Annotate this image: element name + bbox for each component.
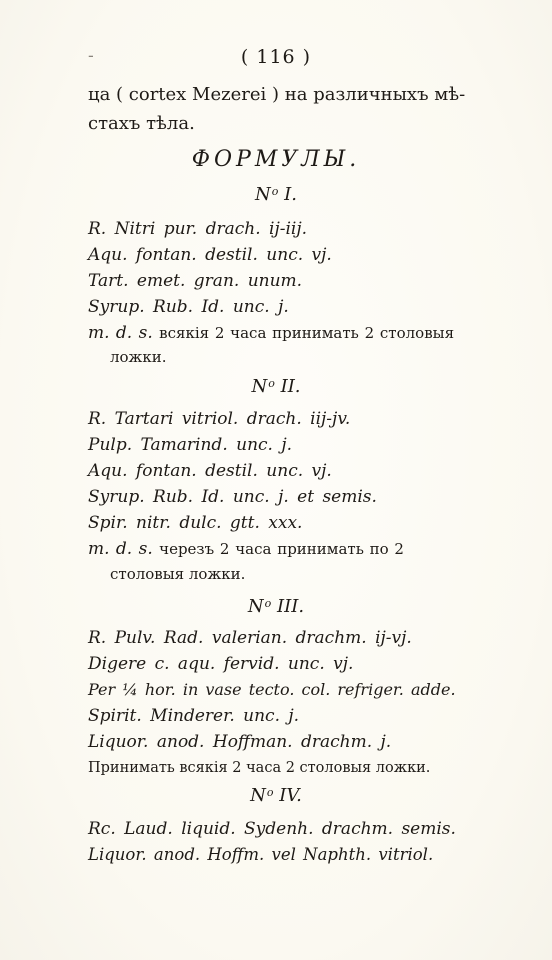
instruction-line: Принимать всякія 2 часа 2 столовыя ложки. [88, 760, 431, 776]
formula-number-value: I. [284, 184, 297, 205]
instruction-line [88, 322, 454, 344]
number-prefix: N [251, 376, 268, 397]
formula-line: Aqu. fontan. destil. unc. vj. [88, 245, 332, 265]
formula-line: R. Nitri pur. drach. ij-iij. [88, 219, 308, 239]
page-number: ( 116 ) [240, 46, 312, 68]
instruction-line [88, 538, 404, 560]
number-degree: o [271, 185, 279, 198]
instruction-text: всякія 2 часа принимать 2 столовыя [159, 324, 455, 342]
formula-line: R. Tartari vitriol. drach. iij-jv. [88, 409, 351, 429]
formula-line: R. Pulv. Rad. valerian. drachm. ij-vj. [88, 628, 412, 648]
section-title: ФОРМУЛЫ. [191, 147, 361, 172]
formula-line: Aqu. fontan. destil. unc. vj. [88, 461, 332, 481]
number-prefix: N [247, 596, 264, 617]
instruction-line: столовыя ложки. [110, 565, 246, 583]
intro-line: стахъ тѣла. [88, 113, 195, 134]
formula-number-value: IV. [279, 785, 302, 806]
formula-line: Digere c. aqu. fervid. unc. vj. [88, 654, 354, 674]
formula-number [0, 376, 552, 397]
formula-number [0, 184, 552, 205]
formula-line: Pulp. Tamarind. unc. j. [88, 435, 293, 455]
formula-number [0, 785, 552, 806]
formula-line: Spirit. Minderer. unc. j. [88, 706, 300, 726]
number-degree: o [264, 597, 272, 610]
formula-line: Syrup. Rub. Id. unc. j. [88, 297, 289, 317]
number-degree: o [266, 786, 274, 799]
formula-line: Tart. emet. gran. unum. [88, 271, 303, 291]
instruction-text: черезъ 2 часа принимать по 2 [159, 540, 404, 558]
intro-line: ца ( cortex Mezerei ) на различныхъ мѣ- [88, 84, 466, 105]
formula-number-value: II. [280, 376, 301, 397]
formula-line: Per ¼ hor. in vase tecto. col. refriger. adde. [88, 680, 456, 699]
instruction-prefix: m. d. s. [88, 539, 153, 559]
number-prefix: N [250, 785, 266, 806]
formula-number [0, 596, 552, 617]
header-mark: - [88, 46, 94, 66]
formula-line: Spir. nitr. dulc. gtt. xxx. [88, 513, 303, 533]
instruction-line: ложки. [110, 348, 167, 366]
instruction-prefix: m. d. s. [88, 323, 153, 343]
formula-line: Syrup. Rub. Id. unc. j. et semis. [88, 487, 377, 507]
number-prefix: N [255, 184, 271, 205]
number-degree: o [268, 377, 275, 390]
formula-line: Rc. Laud. liquid. Sydenh. drachm. semis. [88, 819, 456, 839]
formula-line: Liquor. anod. Hoffm. vel Naphth. vitriol. [88, 845, 434, 864]
formula-number-value: III. [277, 596, 305, 617]
formula-line: Liquor. anod. Hoffman. drachm. j. [88, 732, 392, 752]
